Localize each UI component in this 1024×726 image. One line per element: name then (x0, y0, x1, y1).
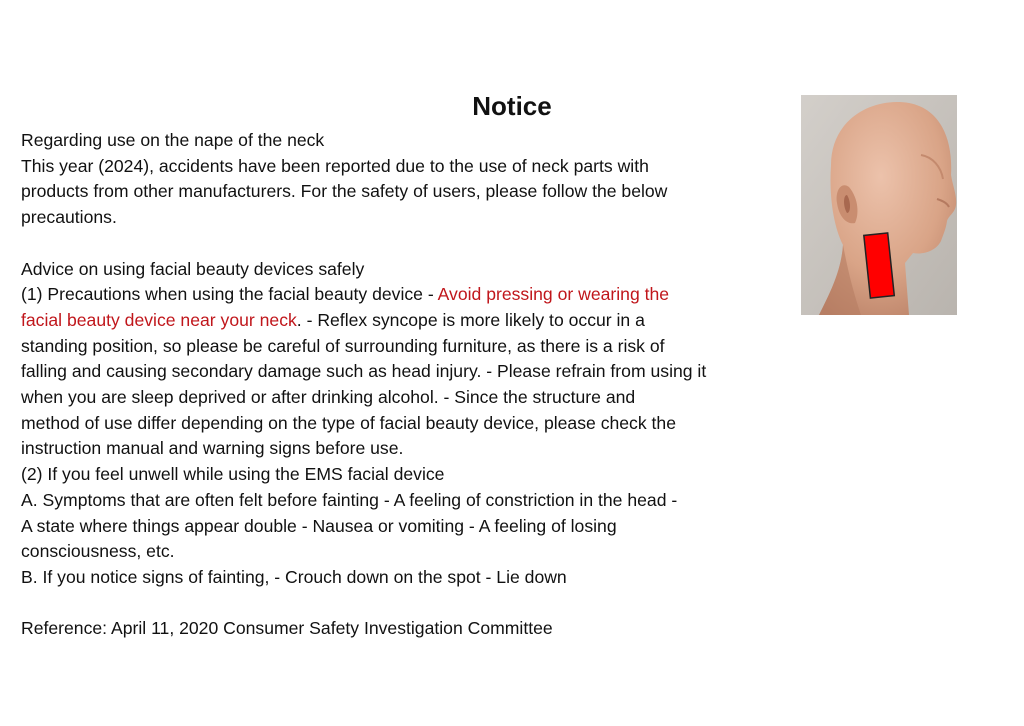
paragraph-line: products from other manufacturers. For the safety of users, please follow the below (21, 181, 668, 202)
paragraph-line: A. Symptoms that are often felt before fainting - A feeling of constriction in the head - (21, 489, 678, 510)
mannequin-head-photo (801, 95, 957, 315)
paragraph-line (21, 282, 791, 308)
spacer (21, 231, 791, 257)
notice-body (21, 128, 791, 642)
notice-subtitle: Regarding use on the nape of the neck (21, 130, 325, 150)
paragraph-line: (2) If you feel unwell while using the EMS facial device (21, 464, 445, 485)
notice-title: Notice (472, 91, 552, 121)
warning-highlight: facial beauty device near your neck (21, 309, 297, 330)
paragraph-line: instruction manual and warning signs before use. (21, 438, 404, 459)
paragraph-line: precautions. (21, 207, 117, 228)
paragraph-line: A state where things appear double - Nausea or vomiting - A feeling of losing (21, 515, 617, 536)
precaution-intro: (1) Precautions when using the facial beauty device - (21, 284, 438, 305)
precaution-text: . - Reflex syncope is more likely to occur in a (296, 309, 645, 330)
warning-highlight: Avoid pressing or wearing the (437, 284, 670, 305)
section-heading: Advice on using facial beauty devices safely (21, 258, 365, 279)
paragraph-line: This year (2024), accidents have been reported due to the use of neck parts with (21, 155, 649, 176)
paragraph-line: B. If you notice signs of fainting, - Crouch down on the spot - Lie down (21, 566, 567, 587)
paragraph-line: consciousness, etc. (21, 541, 175, 562)
reference-line: Reference: April 11, 2020 Consumer Safety Investigation Committee (21, 618, 553, 639)
paragraph-line: when you are sleep deprived or after drinking alcohol. - Since the structure and (21, 387, 636, 408)
paragraph-line: method of use differ depending on the type of facial beauty device, please check the (21, 412, 676, 433)
paragraph-line: standing position, so please be careful of surrounding furniture, as there is a risk of (21, 335, 665, 356)
spacer (21, 591, 791, 617)
paragraph-line (21, 308, 791, 334)
paragraph-line: falling and causing secondary damage such as head injury. - Please refrain from using it (21, 361, 707, 382)
